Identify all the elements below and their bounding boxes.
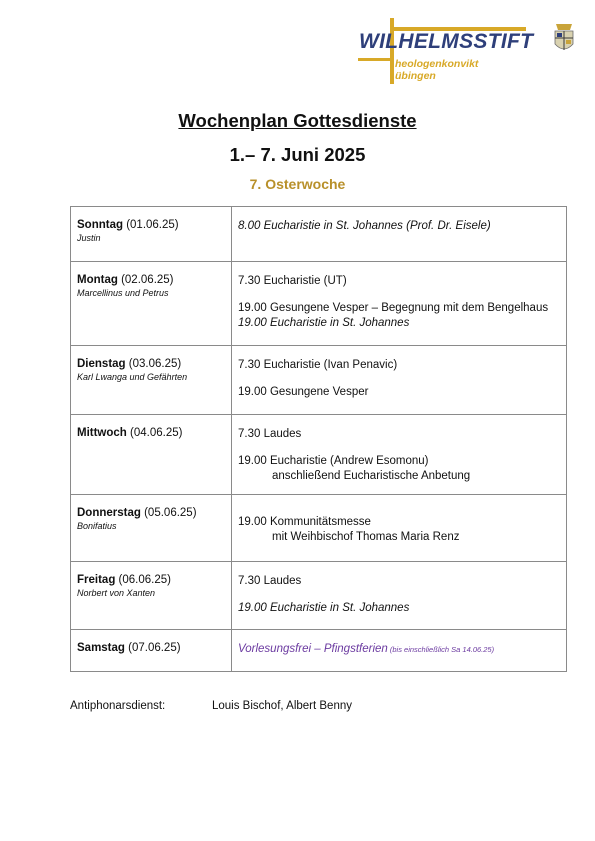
day-name: Sonntag: [77, 219, 123, 231]
day-name: Dienstag: [77, 358, 126, 370]
antiphon-label: Antiphonarsdienst:: [70, 700, 166, 712]
day-name: Mittwoch: [77, 427, 127, 439]
schedule-table: [70, 206, 567, 672]
event-line: 19.00 Eucharistie (Andrew Esomonu): [238, 455, 429, 467]
table-row: [71, 415, 567, 495]
liturgical-week: 7. Osterwoche: [249, 176, 346, 192]
events-cell: [232, 262, 567, 346]
logo-subtitle: übingen: [395, 70, 436, 82]
day-cell: [71, 207, 232, 262]
saint-of-day: Karl Lwanga und Gefährten: [77, 372, 188, 382]
event-line: 7.30 Eucharistie (UT): [238, 275, 347, 287]
antiphon-names: Louis Bischof, Albert Benny: [212, 700, 352, 712]
event-line: 19.00 Eucharistie in St. Johannes: [238, 602, 410, 614]
day-name: Montag: [77, 274, 118, 286]
day-date: (07.06.25): [124, 642, 181, 654]
day-name: Donnerstag: [77, 507, 141, 519]
page-title: Wochenplan Gottesdienste: [178, 110, 417, 131]
event-line: 7.30 Laudes: [238, 428, 302, 440]
day-date: (05.06.25): [140, 507, 197, 519]
logo-name: WILHELMSSTIFT: [359, 30, 534, 53]
event-line: anschließend Eucharistische Anbetung: [272, 470, 471, 482]
day-cell: [71, 415, 232, 495]
table-row: [71, 495, 567, 562]
events-cell: [232, 495, 567, 562]
event-line: mit Weihbischof Thomas Maria Renz: [272, 531, 460, 543]
events-cell: [232, 346, 567, 415]
day-name: Freitag: [77, 574, 116, 586]
day-date: (04.06.25): [126, 427, 183, 439]
event-line: [238, 642, 560, 657]
day-date: (06.06.25): [115, 574, 171, 586]
logo-bar: [358, 58, 394, 61]
table-row: [71, 207, 567, 262]
events-cell: [232, 207, 567, 262]
events-cell: [232, 630, 567, 672]
crest-icon: [553, 22, 575, 56]
holiday-range: (bis einschließlich Sa 14.06.25): [387, 645, 495, 654]
event-line: 7.30 Laudes: [238, 575, 302, 587]
event-line: 7.30 Eucharistie (Ivan Penavic): [238, 359, 398, 371]
table-row: [71, 562, 567, 630]
event-line: 19.00 Gesungene Vesper – Begegnung mit dem Bengelhaus: [238, 302, 549, 314]
day-cell: [71, 262, 232, 346]
day-cell: [71, 495, 232, 562]
table-row: [71, 630, 567, 672]
date-range: 1.– 7. Juni 2025: [229, 144, 366, 165]
saint-of-day: Marcellinus und Petrus: [77, 288, 169, 298]
event-line: 19.00 Kommunitätsmesse: [238, 516, 371, 528]
day-date: (01.06.25): [123, 219, 179, 231]
day-cell: [71, 346, 232, 415]
event-line: 19.00 Gesungene Vesper: [238, 386, 369, 398]
saint-of-day: Norbert von Xanten: [77, 588, 156, 598]
day-date: (02.06.25): [117, 274, 174, 286]
saint-of-day: Justin: [77, 233, 101, 243]
day-name: Samstag: [77, 642, 125, 654]
event-line: 19.00 Eucharistie in St. Johannes: [238, 317, 410, 329]
events-cell: [232, 415, 567, 495]
events-cell: [232, 562, 567, 630]
table-row: [71, 346, 567, 415]
day-date: (03.06.25): [125, 358, 182, 370]
event-line: 8.00 Eucharistie in St. Johannes (Prof. Dr. Eisele): [238, 220, 491, 232]
logo-subtitle: heologenkonvikt: [395, 58, 479, 70]
table-row: [71, 262, 567, 346]
day-cell: [71, 562, 232, 630]
saint-of-day: Bonifatius: [77, 521, 117, 531]
day-cell: [71, 630, 232, 672]
wilhelmsstift-logo: [352, 14, 582, 84]
holiday-note: Vorlesungsfrei – Pfingstferien: [238, 643, 388, 655]
